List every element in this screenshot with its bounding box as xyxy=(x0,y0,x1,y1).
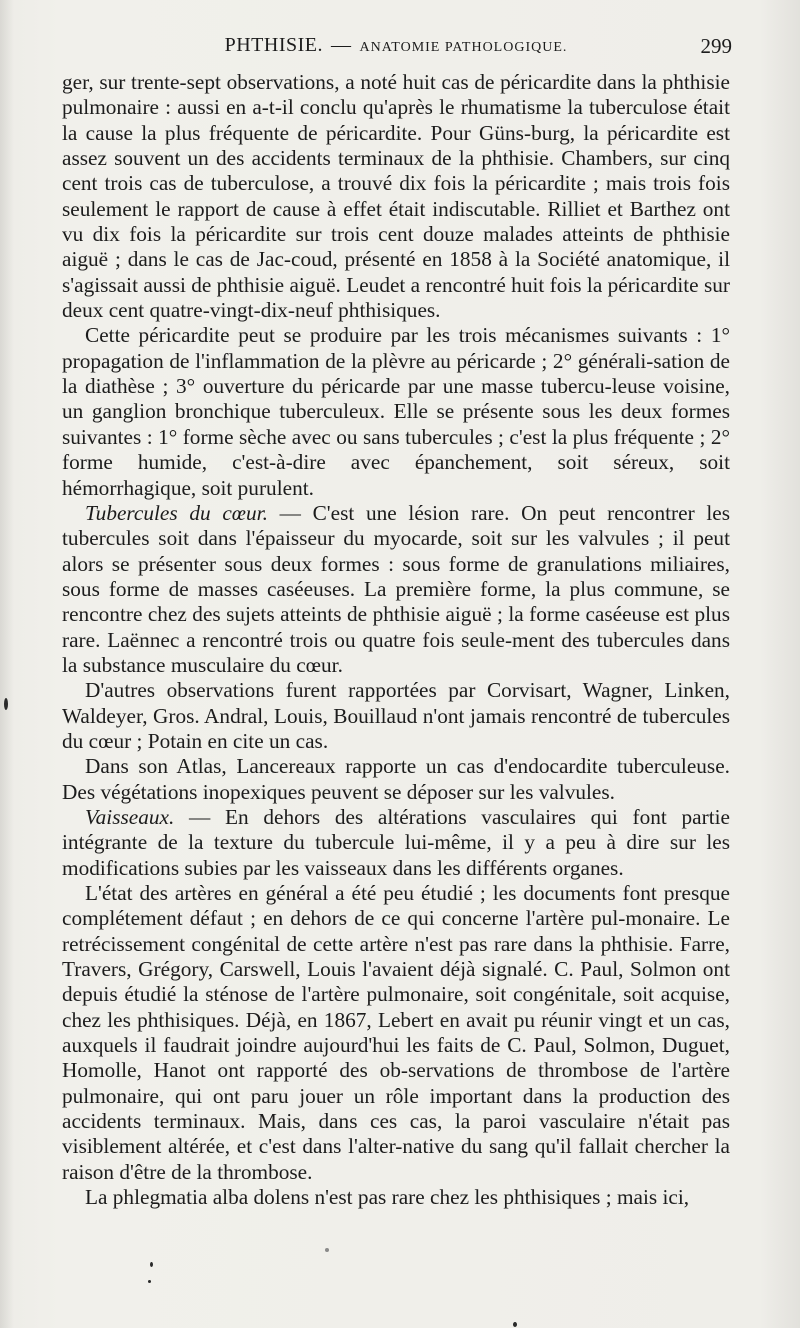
paragraph-1 xyxy=(62,70,730,323)
paragraph-4-text: D'autres observations furent rapportées par Corvisart, Wagner, Linken, Waldeyer, Gros. Andral, Louis, Bouillaud n'ont jamais rencontré de tubercules du cœur ; Potain en cite un cas. xyxy=(62,678,730,753)
paragraph-6-text: — En dehors des altérations vasculaires qui font partie intégrante de la texture du tubercule lui-même, il y a peu à dire sur les modifications subies par les vaisseaux dans les différents organes. xyxy=(62,804,730,880)
running-title-dash: — xyxy=(331,34,352,56)
paragraph-3 xyxy=(62,501,730,678)
ink-speck xyxy=(513,1322,517,1327)
paragraph-3-text: — C'est une lésion rare. On peut rencontrer les tubercules soit dans l'épaisseur du myocarde, soit sur les valvules ; il peut alors se présenter sous deux formes : sous forme de granulations miliaires, sous forme de masses caséeuses. La première forme, la plus commune, se rencontre chez des sujets atteints de phthisie aiguë ; la forme caséeuse est plus rare. Laënnec a rencontré trois ou quatre fois seule-ment des tubercules dans la substance musculaire du cœur. xyxy=(62,500,731,677)
section-heading-tubercules: Tubercules du cœur. xyxy=(85,500,268,525)
paragraph-8 xyxy=(62,1185,730,1210)
page-number: 299 xyxy=(700,34,732,58)
running-header xyxy=(60,34,732,64)
ink-speck xyxy=(148,1280,151,1283)
paragraph-8-text: La phlegmatia alba dolens n'est pas rare chez les phthisiques ; mais ici, xyxy=(85,1185,690,1210)
paragraph-2 xyxy=(62,323,730,500)
paragraph-1-text: ger, sur trente-sept observations, a noté huit cas de péricardite dans la phthisie pulmonaire : aussi en a-t-il conclu qu'après le rhumatisme la tuberculose était la cause la plus fréquente de péricardite. Pour Güns-burg, la péricardite est assez souvent un des accidents terminaux de la phthisie. Chambers, sur cinq cent trois cas de tuberculose, a trouvé dix fois la péricardite ; mais trois fois seulement le rapport de cause à effet était indiscutable. Rilliet et Barthez ont vu dix fois la péricardite sur trois cent douze malades atteints de phthisie aiguë ; dans le cas de Jac-coud, présenté en 1858 à la Société anatomique, il s'agissait aussi de phthisie aiguë. Leudet a rencontré huit fois la péricardite sur deux cent quatre-vingt-dix-neuf phthisiques. xyxy=(62,70,730,323)
ink-speck xyxy=(4,698,8,710)
paragraph-6 xyxy=(62,805,730,881)
paragraph-2-text: Cette péricardite peut se produire par les trois mécanismes suivants : 1° propagation de l'inflammation de la plèvre au péricarde ; 2° générali-sation de la diathèse ; 3° ouverture du péricarde par une masse tubercu-leuse voisine, un ganglion bronchique tuberculeux. Elle se présente sous les deux formes suivantes : 1° forme sèche avec ou sans tubercules ; c'est la plus fréquente ; 2° forme humide, c'est-à-dire avec épanchement, soit séreux, soit hémorrhagique, soit purulent. xyxy=(62,323,730,500)
ink-speck xyxy=(150,1262,153,1267)
paragraph-7 xyxy=(62,881,730,1185)
body-text xyxy=(62,70,730,1210)
paragraph-4 xyxy=(62,678,730,754)
paragraph-7-text: L'état des artères en général a été peu étudié ; les documents font presque complétement défaut ; en dehors de ce qui concerne l'artère pul-monaire. Le retrécissement congénital de cette artère n'est pas rare dans la phthisie. Farre, Travers, Grégory, Carswell, Louis l'avaient déjà signalé. C. Paul, Solmon ont depuis étudié la sténose de l'artère pulmonaire, soit congénitale, soit acquise, chez les phthisiques. Déjà, en 1867, Lebert en avait pu réunir vingt et un cas, auxquels il faudrait joindre aujourd'hui les faits de C. Paul, Solmon, Duguet, Homolle, Hanot ont rapporté des ob-servations de thrombose de l'artère pulmonaire, qui ont paru jouer un rôle important dans la production des accidents terminaux. Mais, dans ces cas, la paroi vasculaire n'était pas visiblement altérée, et c'est dans l'alter-native du sang qu'il fallait chercher la raison d'être de la thrombose. xyxy=(62,881,730,1184)
running-title-main: PHTHISIE. xyxy=(224,34,323,56)
section-heading-vaisseaux: Vaisseaux. xyxy=(85,804,175,829)
ink-speck xyxy=(325,1248,329,1252)
paragraph-5 xyxy=(62,754,730,805)
paragraph-5-text: Dans son Atlas, Lancereaux rapporte un cas d'endocardite tuberculeuse. Des végétations inopexiques peuvent se déposer sur les valvules. xyxy=(62,754,730,804)
running-title xyxy=(60,34,732,57)
running-title-sub: ANATOMIE PATHOLOGIQUE. xyxy=(359,40,568,55)
